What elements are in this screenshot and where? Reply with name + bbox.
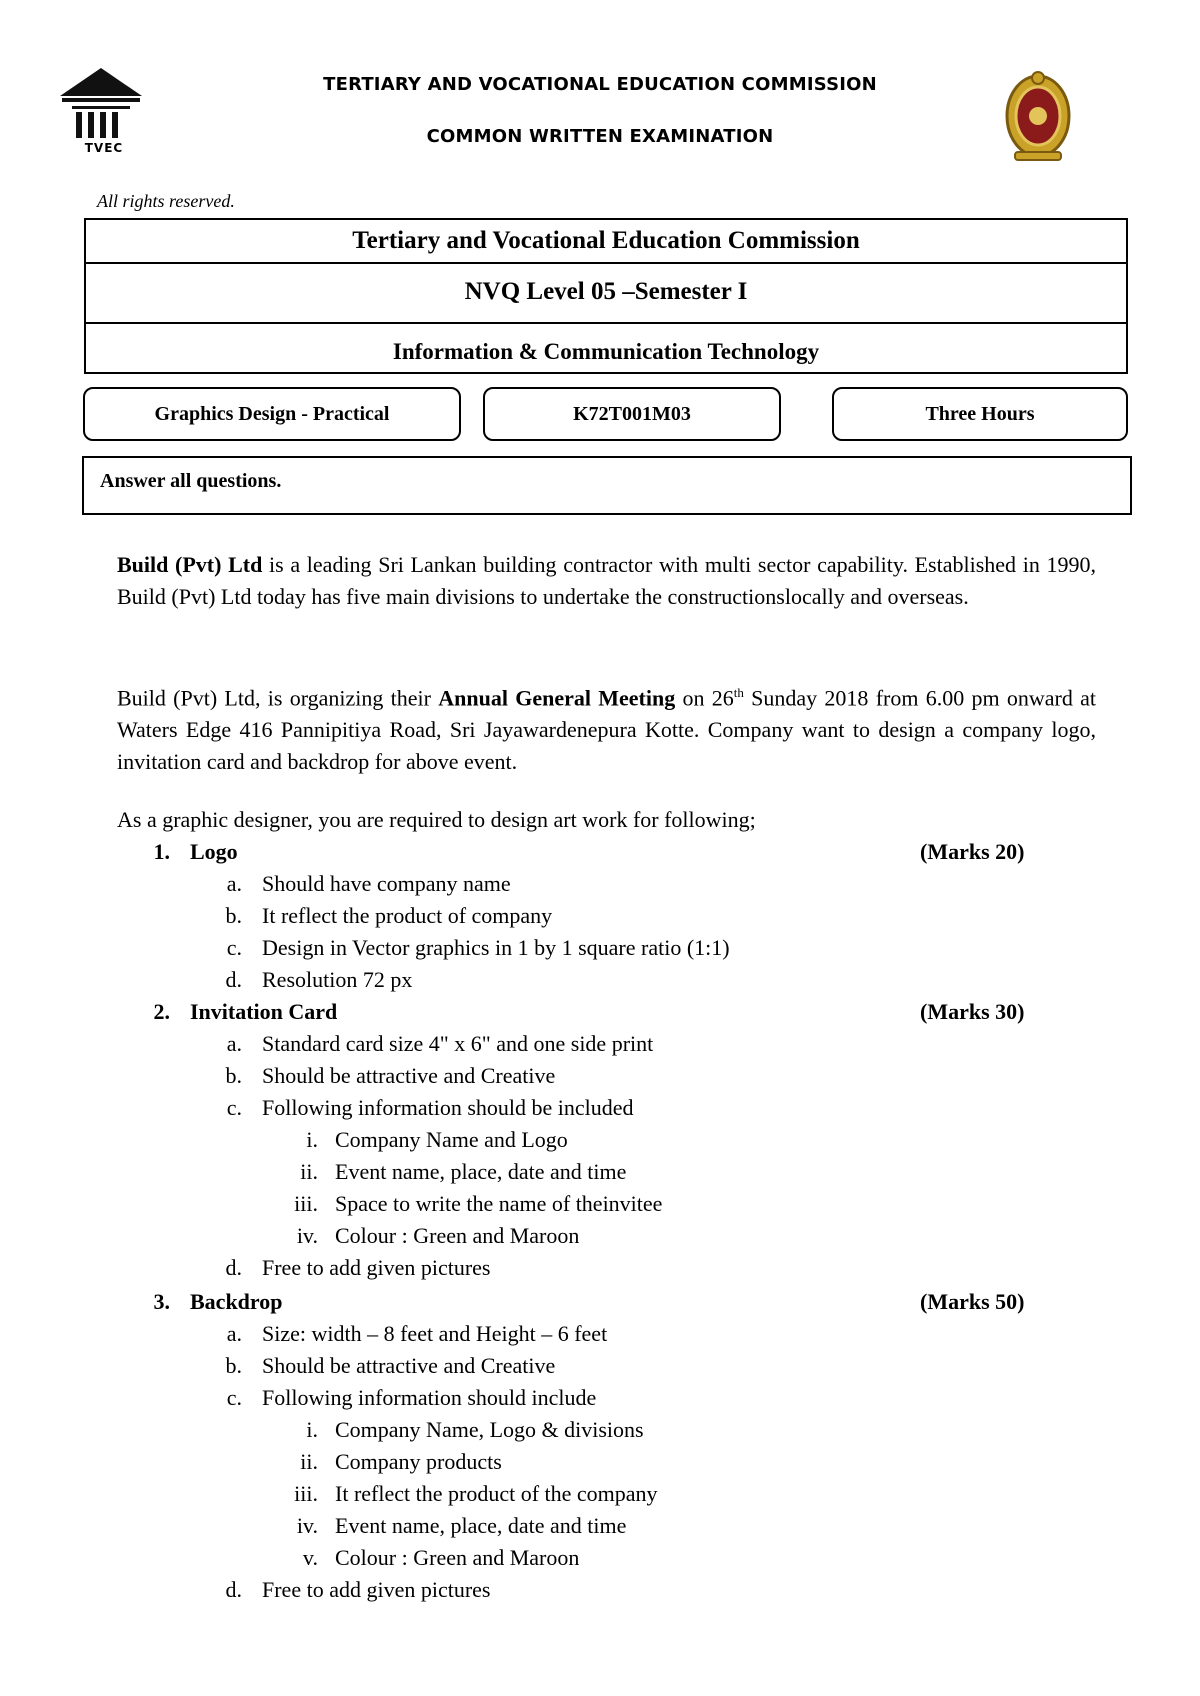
item-label: d.: [225, 1577, 242, 1602]
question-title: Invitation Card: [190, 999, 338, 1024]
item-label: a.: [226, 871, 242, 896]
subitem-text: Event name, place, date and time: [335, 1513, 627, 1538]
question-marks: (Marks 30): [920, 999, 1025, 1024]
subitem-text: It reflect the product of the company: [335, 1481, 658, 1506]
subitem-label: ii.: [300, 1449, 318, 1474]
question-marks: (Marks 20): [920, 839, 1025, 864]
item-label: b.: [225, 903, 242, 928]
date-suffix: th: [733, 685, 744, 700]
item-label: b.: [225, 1353, 242, 1378]
question-title: Backdrop: [190, 1289, 283, 1314]
company-name: Build (Pvt) Ltd: [117, 552, 263, 577]
subitem-text: Company Name, Logo & divisions: [335, 1417, 644, 1442]
intro-paragraph-2: [117, 677, 1096, 778]
intro-paragraph-1: [117, 549, 1096, 613]
item-text: Following information should be included: [262, 1095, 634, 1120]
title-org: Tertiary and Vocational Education Commission: [84, 218, 1128, 264]
item-text: Standard card size 4" x 6" and one side print: [262, 1031, 654, 1056]
subitem-text: Space to write the name of theinvitee: [335, 1191, 663, 1216]
item-label: b.: [225, 1063, 242, 1088]
exam-heading: COMMON WRITTEN EXAMINATION: [426, 126, 774, 147]
subitem-label: iii.: [294, 1481, 318, 1506]
subitem-text: Colour : Green and Maroon: [335, 1545, 580, 1570]
subitem-text: Company products: [335, 1449, 502, 1474]
question-number: 1.: [153, 839, 170, 864]
intro-p2-b: on 26: [675, 685, 734, 711]
subitem-label: iv.: [296, 1513, 318, 1538]
item-label: c.: [226, 1385, 242, 1410]
item-text: Should have company name: [262, 871, 511, 896]
subject-pill: Graphics Design - Practical: [83, 387, 461, 441]
title-program: Information & Communication Technology: [84, 322, 1128, 374]
tvec-logo-text: TVEC: [84, 141, 124, 155]
item-text: It reflect the product of company: [262, 903, 553, 928]
item-text: Size: width – 8 feet and Height – 6 feet: [262, 1321, 608, 1346]
question-number: 2.: [153, 999, 170, 1024]
subitem-text: Colour : Green and Maroon: [335, 1223, 580, 1248]
item-text: Free to add given pictures: [262, 1577, 491, 1602]
rights-note: All rights reserved.: [97, 191, 235, 211]
lead-sentence: As a graphic designer, you are required to design art work for following;: [117, 807, 756, 832]
item-label: d.: [225, 967, 242, 992]
subitem-label: iv.: [296, 1223, 318, 1248]
item-label: a.: [226, 1031, 242, 1056]
subitem-label: i.: [306, 1127, 318, 1152]
subitem-label: i.: [306, 1417, 318, 1442]
item-label: c.: [226, 1095, 242, 1120]
item-text: Design in Vector graphics in 1 by 1 square ratio (1:1): [262, 935, 730, 960]
title-level: NVQ Level 05 –Semester I: [84, 262, 1128, 324]
item-text: Free to add given pictures: [262, 1255, 491, 1280]
instruction-box: Answer all questions.: [82, 456, 1132, 515]
commission-heading: TERTIARY AND VOCATIONAL EDUCATION COMMISSION: [323, 74, 877, 95]
item-text: Following information should include: [262, 1385, 597, 1410]
subitem-label: v.: [302, 1545, 318, 1570]
question-number: 3.: [153, 1289, 170, 1314]
item-text: Should be attractive and Creative: [262, 1353, 556, 1378]
intro-p1-text: is a leading Sri Lankan building contractor with multi sector capability. Established in 1990, Build (Pvt) Ltd today has five main divisions to undertake the constructionslocally and overseas.: [117, 552, 1096, 609]
code-pill: K72T001M03: [483, 387, 781, 441]
intro-p2-a: Build (Pvt) Ltd, is organizing their: [117, 685, 439, 711]
item-label: c.: [226, 935, 242, 960]
intro-p2-c: Sunday 2018 from 6.00 pm onward at Waters Edge 416 Pannipitiya Road, Sri Jayawardenepura Kotte. Company want to design a company logo, invitation card and backdrop for above event.: [117, 685, 1097, 775]
subitem-label: iii.: [294, 1191, 318, 1216]
question-marks: (Marks 50): [920, 1289, 1025, 1314]
item-text: Should be attractive and Creative: [262, 1063, 556, 1088]
item-label: d.: [225, 1255, 242, 1280]
event-name: Annual General Meeting: [438, 685, 676, 711]
question-title: Logo: [190, 839, 238, 864]
item-label: a.: [226, 1321, 242, 1346]
duration-pill: Three Hours: [832, 387, 1128, 441]
item-text: Resolution 72 px: [262, 967, 413, 992]
subitem-text: Event name, place, date and time: [335, 1159, 627, 1184]
subitem-label: ii.: [300, 1159, 318, 1184]
subitem-text: Company Name and Logo: [335, 1127, 568, 1152]
